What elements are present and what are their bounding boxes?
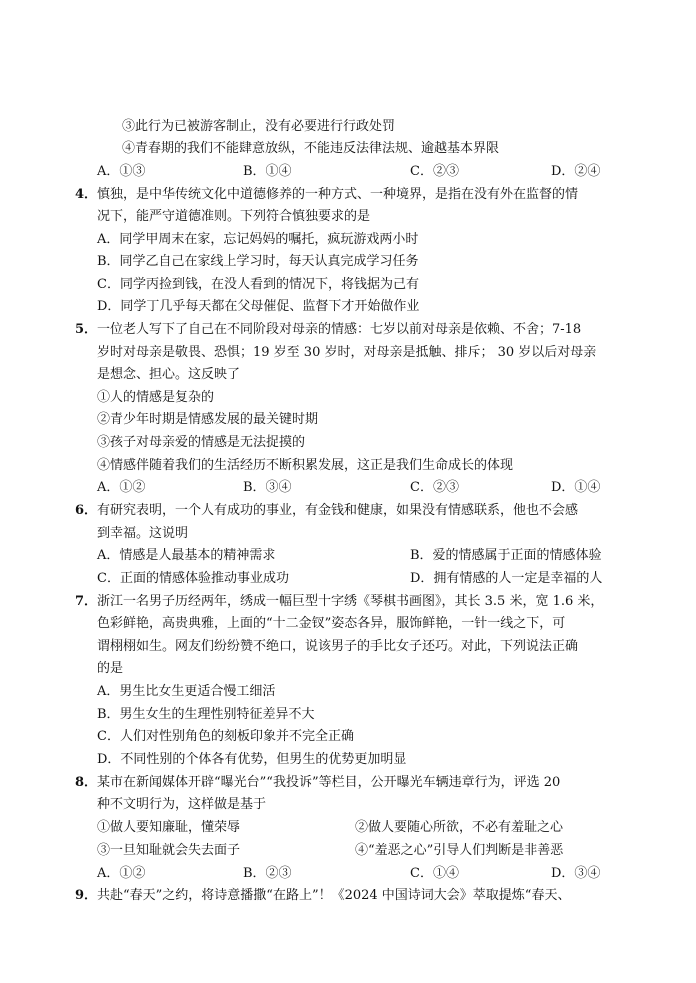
q4-option-b: B．同学乙自己在家线上学习时，每天认真完成学习任务: [97, 254, 419, 269]
q3-option-a: A．①③: [97, 164, 146, 179]
q7-option-c: C．人们对性别角色的刻板印象并不完全正确: [97, 729, 354, 744]
q3-item-4: ④青春期的我们不能肆意放纵，不能违反法律法规、逾越基本界限: [122, 141, 500, 156]
q4-stem-line-1: 慎独，是中华传统文化中道德修养的一种方式、一种境界，是指在没有外在监督的情: [97, 187, 579, 202]
q5-stem-line-1: 一位老人写下了自己在不同阶段对母亲的情感：七岁以前对母亲是依赖、不舍；7-18: [97, 322, 582, 337]
q8-option-c: C．①④: [410, 866, 459, 881]
q8-option-b: B．②③: [243, 866, 292, 881]
q4-option-a: A．同学甲周末在家，忘记妈妈的嘱托，疯玩游戏两小时: [97, 232, 419, 247]
q8-stem-line-2: 种不文明行为，这样做是基于: [97, 797, 267, 812]
q6-option-a: A．情感是人最基本的精神需求: [97, 548, 276, 563]
q3-item-3: ③此行为已被游客制止，没有必要进行行政处罚: [122, 119, 396, 134]
q6-option-c: C．正面的情感体验推动事业成功: [97, 571, 289, 586]
q9-stem-line-1: 共赴“春天”之约，将诗意播撒“在路上”！《2024 中国诗词大会》萃取提炼“春天、: [97, 888, 571, 903]
q5-option-b: B．③④: [243, 480, 292, 495]
q6-option-d: D．拥有情感的人一定是幸福的人: [410, 571, 603, 586]
q5-number: 5．: [75, 322, 98, 337]
q7-number: 7．: [75, 594, 98, 609]
q3-option-b: B．①④: [243, 164, 292, 179]
q5-stem-line-2: 岁时对母亲是敬畏、恐惧；19 岁至 30 岁时，对母亲是抵触、排斥； 30 岁以后对母亲: [97, 345, 597, 360]
q8-item-1: ①做人要知廉耻，懂荣辱: [97, 820, 241, 835]
q5-stem-line-3: 是想念、担心。这反映了: [97, 367, 241, 382]
q8-stem-line-1: 某市在新闻媒体开辟“曝光台”“我投诉”等栏目，公开曝光车辆违章行为，评选 20: [97, 775, 561, 790]
q7-stem-line-4: 的是: [97, 661, 124, 676]
q7-stem-line-1: 浙江一名男子历经两年，绣成一幅巨型十字绣《琴棋书画图》，其长 3.5 米，宽 1.6 米，: [97, 594, 604, 609]
q5-option-d: D．①④: [551, 480, 601, 495]
q6-stem-line-2: 到幸福。这说明: [97, 526, 189, 541]
q4-number: 4．: [75, 187, 98, 202]
q5-item-3: ③孩子对母亲爱的情感是无法捉摸的: [97, 435, 306, 450]
q6-stem-line-1: 有研究表明，一个人有成功的事业，有金钱和健康，如果没有情感联系，他也不会感: [97, 503, 579, 518]
q3-option-d: D．②④: [551, 164, 601, 179]
q7-stem-line-2: 色彩鲜艳，高贵典雅，上面的“十二金钗”姿态各异，服饰鲜艳，一针一线之下，可: [97, 616, 566, 631]
q9-number: 9．: [75, 888, 98, 903]
q4-option-c: C．同学丙捡到钱，在没人看到的情况下，将钱据为己有: [97, 277, 419, 292]
q7-option-d: D．不同性别的个体各有优势，但男生的优势更加明显: [97, 752, 407, 767]
q5-item-4: ④情感伴随着我们的生活经历不断积累发展，这正是我们生命成长的体现: [97, 458, 514, 473]
q8-option-a: A．①②: [97, 866, 146, 881]
q5-item-2: ②青少年时期是情感发展的最关键时期: [97, 412, 319, 427]
q5-item-1: ①人的情感是复杂的: [97, 390, 215, 405]
q7-stem-line-3: 谓栩栩如生。网友们纷纷赞不绝口，说该男子的手比女子还巧。对此，下列说法正确: [97, 639, 579, 654]
q8-item-3: ③一旦知耻就会失去面子: [97, 843, 241, 858]
q8-option-d: D．③④: [551, 866, 601, 881]
q3-option-c: C．②③: [410, 164, 459, 179]
q7-option-a: A．男生比女生更适合慢工细活: [97, 684, 276, 699]
q7-option-b: B．男生女生的生理性别特征差异不大: [97, 707, 315, 722]
q5-option-a: A．①②: [97, 480, 146, 495]
q6-option-b: B．爱的情感属于正面的情感体验: [410, 548, 602, 563]
q6-number: 6．: [75, 503, 98, 518]
q8-number: 8．: [75, 775, 98, 790]
q8-item-2: ②做人要随心所欲，不必有羞耻之心: [355, 820, 564, 835]
q4-option-d: D．同学丁几乎每天都在父母催促、监督下才开始做作业: [97, 299, 420, 314]
q4-stem-line-2: 况下，能严守道德准则。下列符合慎独要求的是: [97, 209, 371, 224]
q5-option-c: C．②③: [410, 480, 459, 495]
q8-item-4: ④“羞恶之心”引导人们判断是非善恶: [355, 843, 564, 858]
